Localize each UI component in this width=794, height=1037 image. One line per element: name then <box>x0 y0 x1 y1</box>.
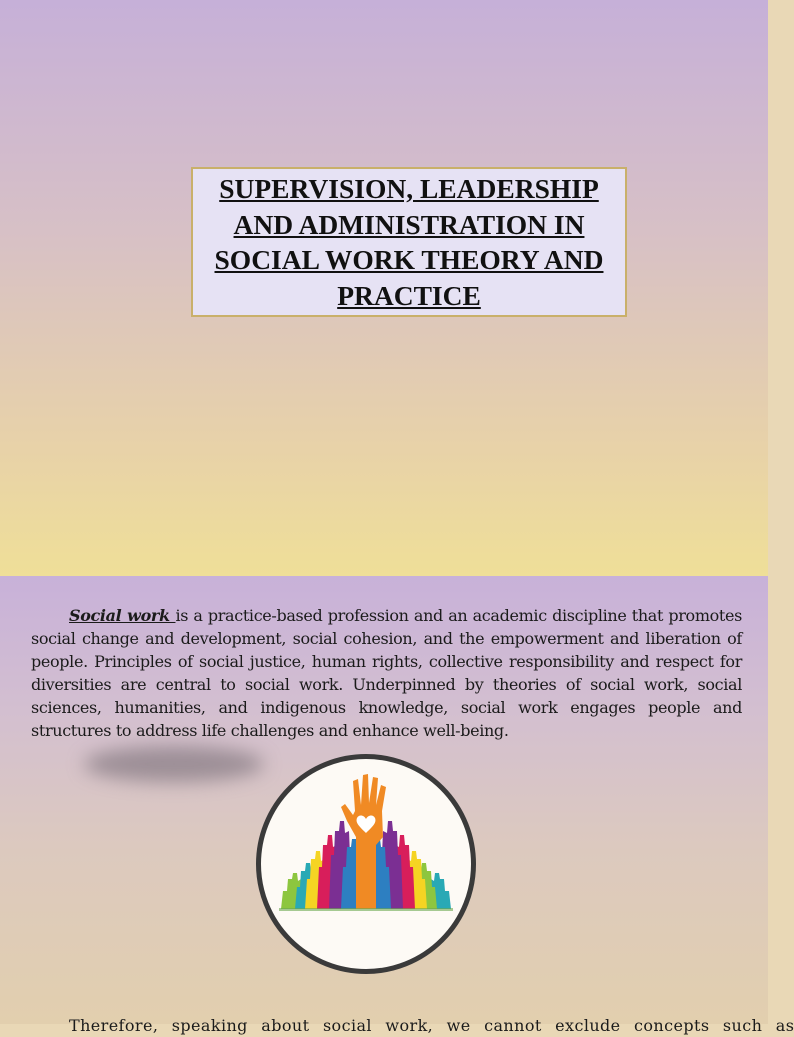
next-paragraph: Therefore, speaking about social work, we cannot exclude concepts such as <box>69 1016 794 1035</box>
title-box <box>191 167 627 317</box>
raised-hands-heart-icon <box>256 754 476 974</box>
definition-paragraph <box>31 604 742 742</box>
content-slide <box>0 576 794 1035</box>
hands-illustration <box>261 759 471 969</box>
left-hands-group <box>281 821 361 909</box>
page-title: SUPERVISION, LEADERSHIP AND ADMINISTRATION IN SOCIAL WORK THEORY AND PRACTICE <box>214 173 604 311</box>
decorative-shadow <box>84 746 264 782</box>
right-hands-group <box>371 821 451 909</box>
paragraph-lead-term: Social work <box>69 606 176 625</box>
ground-line <box>279 908 453 911</box>
paragraph-body: is a practice-based profession and an academic discipline that promotes social change and development, social cohesion, and the empowerment and liberation of people. Principles of social justice, human rights, collective responsibility and respect for diversities are central to social work. Underpinned by theories of social work, social sciences, humanities, and indigenous knowledge, social work engages people and structures to address life challenges and enhance well-being. <box>31 606 742 740</box>
